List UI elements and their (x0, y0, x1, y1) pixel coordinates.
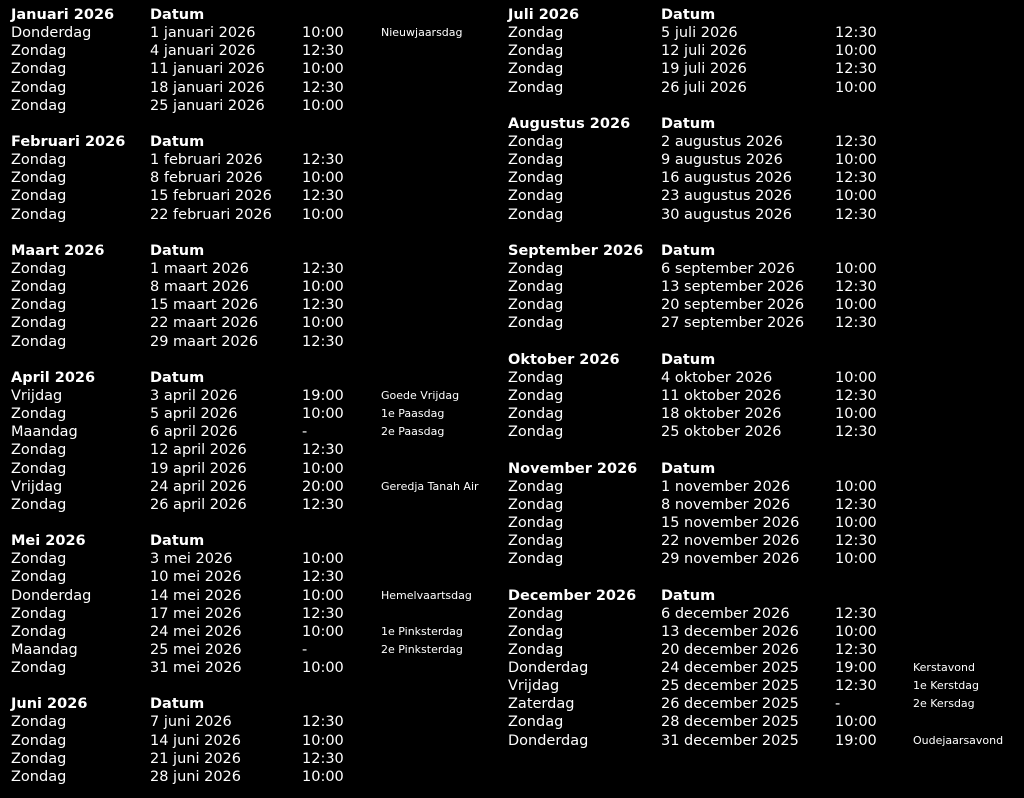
service-time: 19:00 (835, 660, 877, 677)
weekday: Zondag (11, 605, 67, 622)
weekday: Vrijdag (11, 478, 63, 495)
service-time: 12:30 (835, 206, 877, 223)
weekday: Zondag (11, 333, 67, 350)
service-date: 20 september 2026 (661, 297, 805, 314)
weekday: Zondag (508, 641, 564, 658)
service-time: 10:00 (302, 97, 344, 114)
month-title: Februari 2026 (11, 133, 126, 150)
service-time: 12:30 (835, 25, 877, 42)
holiday-note: Kerstavond (913, 661, 975, 675)
month-title: Augustus 2026 (508, 115, 631, 132)
holiday-note: 1e Kerstdag (913, 679, 979, 693)
service-time: 19:00 (302, 387, 344, 404)
service-time: 10:00 (302, 460, 344, 477)
service-time: 10:00 (302, 551, 344, 568)
service-time: 12:30 (302, 750, 344, 767)
date-column-header: Datum (661, 351, 716, 368)
weekday: Zondag (508, 533, 564, 550)
service-time: 10:00 (835, 43, 877, 60)
month-title: Maart 2026 (11, 242, 105, 259)
service-date: 14 juni 2026 (150, 732, 242, 749)
date-column-header: Datum (150, 533, 205, 550)
service-time: 10:00 (835, 297, 877, 314)
weekday: Zondag (11, 460, 67, 477)
weekday: Zondag (11, 496, 67, 513)
date-column-header: Datum (661, 460, 716, 477)
weekday: Zondag (11, 170, 67, 187)
weekday: Zondag (11, 406, 67, 423)
service-time: 12:30 (835, 279, 877, 296)
service-date: 12 april 2026 (150, 442, 247, 459)
service-date: 4 oktober 2026 (661, 369, 773, 386)
service-date: 18 oktober 2026 (661, 406, 782, 423)
month-title: December 2026 (508, 587, 637, 604)
holiday-note: 2e Paasdag (381, 425, 445, 439)
service-time: - (302, 424, 308, 441)
weekday: Zondag (508, 496, 564, 513)
service-time: 12:30 (835, 170, 877, 187)
service-date: 15 november 2026 (661, 514, 800, 531)
service-time: 10:00 (835, 152, 877, 169)
service-date: 13 september 2026 (661, 279, 805, 296)
service-date: 26 december 2025 (661, 696, 799, 713)
date-column-header: Datum (150, 696, 205, 713)
month-title: Juli 2026 (508, 7, 580, 23)
service-time: 10:00 (302, 170, 344, 187)
service-time: 12:30 (302, 569, 344, 586)
service-time: 10:00 (835, 478, 877, 495)
service-date: 6 december 2026 (661, 605, 790, 622)
service-time: 12:30 (302, 496, 344, 513)
month-title: Mei 2026 (11, 533, 86, 550)
service-date: 24 april 2026 (150, 478, 247, 495)
service-date: 8 maart 2026 (150, 279, 249, 296)
service-time: 12:30 (835, 61, 877, 78)
date-column-header: Datum (661, 242, 716, 259)
weekday: Zondag (508, 79, 564, 96)
service-time: 10:00 (835, 79, 877, 96)
service-time: 12:30 (302, 260, 344, 277)
service-date: 12 juli 2026 (661, 43, 747, 60)
service-date: 27 september 2026 (661, 315, 805, 332)
weekday: Vrijdag (508, 678, 560, 695)
service-date: 7 juni 2026 (150, 714, 232, 731)
service-time: 12:30 (302, 333, 344, 350)
service-time: 10:00 (835, 623, 877, 640)
weekday: Zondag (11, 279, 67, 296)
service-date: 25 oktober 2026 (661, 424, 782, 441)
service-date: 28 december 2025 (661, 714, 799, 731)
weekday: Zondag (11, 297, 67, 314)
weekday: Vrijdag (11, 387, 63, 404)
service-time: 10:00 (835, 714, 877, 731)
date-column-header: Datum (661, 115, 716, 132)
service-date: 21 juni 2026 (150, 750, 242, 767)
weekday: Zondag (11, 97, 67, 114)
service-time: 10:00 (302, 25, 344, 42)
service-time: 10:00 (302, 206, 344, 223)
service-date: 3 mei 2026 (150, 551, 233, 568)
service-date: 8 november 2026 (661, 496, 791, 513)
service-time: 12:30 (302, 152, 344, 169)
weekday: Donderdag (508, 660, 589, 677)
holiday-note: 1e Paasdag (381, 407, 445, 421)
service-date: 13 december 2026 (661, 623, 799, 640)
date-column-header: Datum (150, 369, 205, 386)
service-time: 12:30 (835, 641, 877, 658)
weekday: Zondag (11, 623, 67, 640)
month-title: Juni 2026 (11, 696, 88, 713)
service-date: 29 november 2026 (661, 551, 800, 568)
weekday: Zondag (508, 514, 564, 531)
service-date: 24 december 2025 (661, 660, 799, 677)
service-time: 12:30 (835, 605, 877, 622)
service-date: 11 januari 2026 (150, 61, 265, 78)
weekday: Zondag (508, 387, 564, 404)
service-time: 10:00 (835, 406, 877, 423)
holiday-note: 2e Kersdag (913, 697, 975, 711)
service-date: 1 maart 2026 (150, 260, 249, 277)
service-time: 10:00 (302, 623, 344, 640)
weekday: Zondag (11, 660, 67, 677)
service-time: 12:30 (835, 496, 877, 513)
service-time: 10:00 (302, 61, 344, 78)
service-date: 5 juli 2026 (661, 25, 738, 42)
weekday: Zondag (11, 152, 67, 169)
service-date: 29 maart 2026 (150, 333, 259, 350)
weekday: Zondag (11, 732, 67, 749)
service-date: 15 maart 2026 (150, 297, 259, 314)
weekday: Maandag (11, 424, 78, 441)
service-date: 20 december 2026 (661, 641, 799, 658)
weekday: Zondag (508, 551, 564, 568)
service-date: 8 februari 2026 (150, 170, 263, 187)
service-date: 1 november 2026 (661, 478, 791, 495)
service-time: 10:00 (302, 315, 344, 332)
service-date: 6 april 2026 (150, 424, 238, 441)
weekday: Zondag (11, 750, 67, 767)
service-date: 22 februari 2026 (150, 206, 272, 223)
service-date: 2 augustus 2026 (661, 133, 783, 150)
service-time: 12:30 (835, 315, 877, 332)
weekday: Zondag (11, 188, 67, 205)
service-date: 1 januari 2026 (150, 25, 256, 42)
weekday: Zondag (11, 714, 67, 731)
service-date: 17 mei 2026 (150, 605, 242, 622)
service-time: - (835, 696, 841, 713)
weekday: Zondag (508, 406, 564, 423)
service-time: 19:00 (835, 732, 877, 749)
service-time: 12:30 (302, 442, 344, 459)
weekday: Zondag (11, 206, 67, 223)
service-time: 12:30 (302, 297, 344, 314)
service-time: 12:30 (835, 533, 877, 550)
month-title: November 2026 (508, 460, 638, 477)
service-date: 25 januari 2026 (150, 97, 265, 114)
date-column-header: Datum (661, 7, 716, 23)
weekday: Zondag (508, 152, 564, 169)
service-time: 10:00 (302, 660, 344, 677)
service-date: 16 augustus 2026 (661, 170, 793, 187)
weekday: Zondag (11, 442, 67, 459)
service-time: 12:30 (835, 133, 877, 150)
weekday: Zondag (508, 43, 564, 60)
month-title: Oktober 2026 (508, 351, 620, 368)
service-time: 10:00 (302, 279, 344, 296)
service-time: 12:30 (835, 678, 877, 695)
service-time: 12:30 (835, 387, 877, 404)
service-date: 19 april 2026 (150, 460, 247, 477)
weekday: Zondag (508, 623, 564, 640)
weekday: Zondag (508, 25, 564, 42)
date-column-header: Datum (150, 133, 205, 150)
service-time: 10:00 (302, 768, 344, 785)
weekday: Zondag (11, 260, 67, 277)
month-title: September 2026 (508, 242, 644, 259)
weekday: Zondag (508, 297, 564, 314)
weekday: Zondag (508, 188, 564, 205)
holiday-note: Oudejaarsavond (913, 733, 1004, 747)
service-time: 12:30 (302, 605, 344, 622)
weekday: Zondag (508, 206, 564, 223)
weekday: Zondag (11, 61, 67, 78)
weekday: Zondag (11, 768, 67, 785)
service-time: 12:30 (302, 43, 344, 60)
weekday: Maandag (11, 641, 78, 658)
weekday: Zondag (11, 315, 67, 332)
weekday: Zondag (11, 79, 67, 96)
month-title: Januari 2026 (11, 7, 115, 23)
holiday-note: Nieuwjaarsdag (381, 26, 463, 40)
weekday: Zondag (508, 714, 564, 731)
service-date: 14 mei 2026 (150, 587, 242, 604)
service-time: 12:30 (302, 79, 344, 96)
service-date: 31 mei 2026 (150, 660, 242, 677)
service-date: 30 augustus 2026 (661, 206, 793, 223)
weekday: Zondag (508, 260, 564, 277)
weekday: Zondag (11, 551, 67, 568)
service-time: 10:00 (302, 406, 344, 423)
holiday-note: Goede Vrijdag (381, 388, 460, 402)
service-time: 10:00 (835, 551, 877, 568)
service-date: 9 augustus 2026 (661, 152, 783, 169)
service-date: 18 januari 2026 (150, 79, 265, 96)
service-time: 10:00 (302, 587, 344, 604)
service-date: 6 september 2026 (661, 260, 795, 277)
service-date: 31 december 2025 (661, 732, 799, 749)
weekday: Donderdag (508, 732, 589, 749)
date-column-header: Datum (150, 7, 205, 23)
service-date: 25 december 2025 (661, 678, 799, 695)
holiday-note: Hemelvaartsdag (381, 588, 472, 602)
service-date: 4 januari 2026 (150, 43, 256, 60)
weekday: Zaterdag (508, 696, 575, 713)
service-date: 26 juli 2026 (661, 79, 747, 96)
weekday: Donderdag (11, 25, 92, 42)
weekday: Zondag (11, 569, 67, 586)
service-time: 12:30 (835, 424, 877, 441)
service-date: 15 februari 2026 (150, 188, 272, 205)
service-date: 23 augustus 2026 (661, 188, 793, 205)
service-date: 25 mei 2026 (150, 641, 242, 658)
service-date: 28 juni 2026 (150, 768, 242, 785)
weekday: Donderdag (11, 587, 92, 604)
holiday-note: 2e Pinksterdag (381, 642, 463, 656)
weekday: Zondag (508, 279, 564, 296)
service-date: 22 november 2026 (661, 533, 800, 550)
service-time: 10:00 (835, 369, 877, 386)
service-date: 22 maart 2026 (150, 315, 259, 332)
service-date: 19 juli 2026 (661, 61, 747, 78)
service-time: - (302, 641, 308, 658)
holiday-note: 1e Pinksterdag (381, 624, 463, 638)
service-time: 10:00 (835, 260, 877, 277)
service-time: 10:00 (302, 732, 344, 749)
service-date: 5 april 2026 (150, 406, 238, 423)
weekday: Zondag (508, 170, 564, 187)
weekday: Zondag (508, 61, 564, 78)
service-time: 20:00 (302, 478, 344, 495)
weekday: Zondag (508, 605, 564, 622)
weekday: Zondag (11, 43, 67, 60)
weekday: Zondag (508, 424, 564, 441)
service-time: 10:00 (835, 514, 877, 531)
service-date: 3 april 2026 (150, 387, 238, 404)
holiday-note: Geredja Tanah Air (381, 479, 479, 493)
weekday: Zondag (508, 133, 564, 150)
service-date: 26 april 2026 (150, 496, 247, 513)
date-column-header: Datum (150, 242, 205, 259)
service-time: 12:30 (302, 188, 344, 205)
weekday: Zondag (508, 369, 564, 386)
service-time: 10:00 (835, 188, 877, 205)
service-date: 1 februari 2026 (150, 152, 263, 169)
service-date: 11 oktober 2026 (661, 387, 782, 404)
service-date: 24 mei 2026 (150, 623, 242, 640)
month-title: April 2026 (11, 369, 96, 386)
service-time: 12:30 (302, 714, 344, 731)
date-column-header: Datum (661, 587, 716, 604)
weekday: Zondag (508, 315, 564, 332)
service-date: 10 mei 2026 (150, 569, 242, 586)
weekday: Zondag (508, 478, 564, 495)
